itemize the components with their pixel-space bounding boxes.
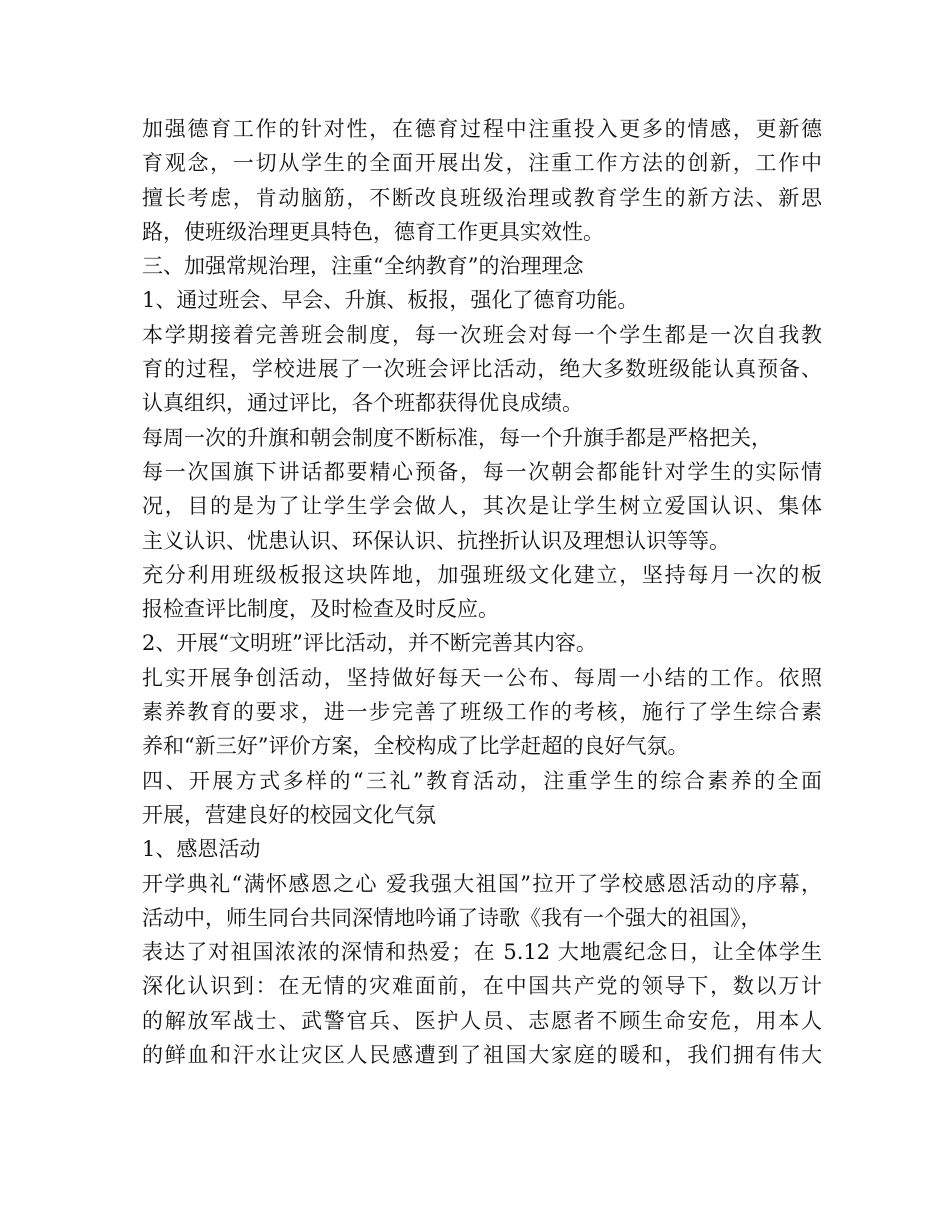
subheading-3-1: 1、通过班会、早会、升旗、板报，强化了德育功能。 — [142, 288, 639, 313]
text-line-12: 况，目的是为了让学生学会做人，其次是让学生树立爱国认识、集体 — [142, 494, 822, 519]
subheading-3-2: 2、开展“文明班”评比活动，并不断完善其内容。 — [142, 631, 597, 656]
text-line-15: 报检查评比制度，及时检查及时反应。 — [142, 597, 499, 622]
text-line-25: 表达了对祖国浓浓的深情和热爱；在 5.12 大地震纪念日，让全体学生 — [142, 940, 822, 965]
section-heading-4: 四、开展方式多样的“三礼”教育活动，注重学生的综合素养的全面 — [142, 768, 822, 793]
text-line-11: 每一次国旗下讲话都要精心预备，每一次朝会都能针对学生的实际情 — [142, 459, 822, 484]
text-line-26: 深化认识到：在无情的灾难面前，在中国共产党的领导下，数以万计 — [142, 974, 822, 999]
text-line-27: 的解放军战士、武警官兵、医护人员、志愿者不顾生命安危，用本人 — [142, 1008, 822, 1033]
text-line-9: 认真组织，通过评比，各个班都获得优良成绩。 — [142, 391, 583, 416]
text-line-28: 的鲜血和汗水让灾区人民感遭到了祖国大家庭的暖和，我们拥有伟大 — [142, 1043, 822, 1068]
text-line-7: 本学期接着完善班会制度，每一次班会对每一个学生都是一次自我教 — [142, 322, 822, 347]
text-line-17: 扎实开展争创活动，坚持做好每天一公布、每周一小结的工作。依照 — [142, 665, 822, 690]
text-line-14: 充分利用班级板报这块阵地，加强班级文化建立，坚持每月一次的板 — [142, 562, 822, 587]
section-heading-3: 三、加强常规治理，注重“全纳教育”的治理理念 — [142, 254, 584, 279]
text-line-18: 素养教育的要求，进一步完善了班级工作的考核，施行了学生综合素 — [142, 700, 822, 725]
text-line-1: 加强德育工作的针对性，在德育过程中注重投入更多的情感，更新德 — [142, 117, 822, 141]
text-line-10: 每周一次的升旗和朝会制度不断标准，每一个升旗手都是严格把关， — [142, 425, 772, 450]
text-line-8: 育的过程，学校进展了一次班会评比活动，绝大多数班级能认真预备、 — [142, 357, 822, 382]
text-line-13: 主义认识、忧患认识、环保认识、抗挫折认识及理想认识等等。 — [142, 528, 730, 553]
text-line-24: 活动中，师生同台共同深情地吟诵了诗歌《我有一个强大的祖国》， — [142, 905, 762, 930]
text-line-4: 路，使班级治理更具特色，德育工作更具实效性。 — [142, 219, 604, 244]
document-body — [142, 112, 822, 1072]
subheading-4-1: 1、感恩活动 — [142, 837, 261, 862]
text-line-23: 开学典礼“满怀感恩之心 爱我强大祖国”拉开了学校感恩活动的序幕， — [142, 871, 822, 896]
text-line-2: 育观念，一切从学生的全面开展出发，注重工作方法的创新，工作中 — [142, 151, 822, 176]
text-line-19: 养和“新三好”评价方案，全校构成了比学赶超的良好气氛。 — [142, 734, 689, 759]
text-line-3: 擅长考虑，肯动脑筋，不断改良班级治理或教育学生的新方法、新思 — [142, 185, 822, 210]
section-heading-4-cont: 开展，营建良好的校园文化气氛 — [142, 802, 436, 827]
